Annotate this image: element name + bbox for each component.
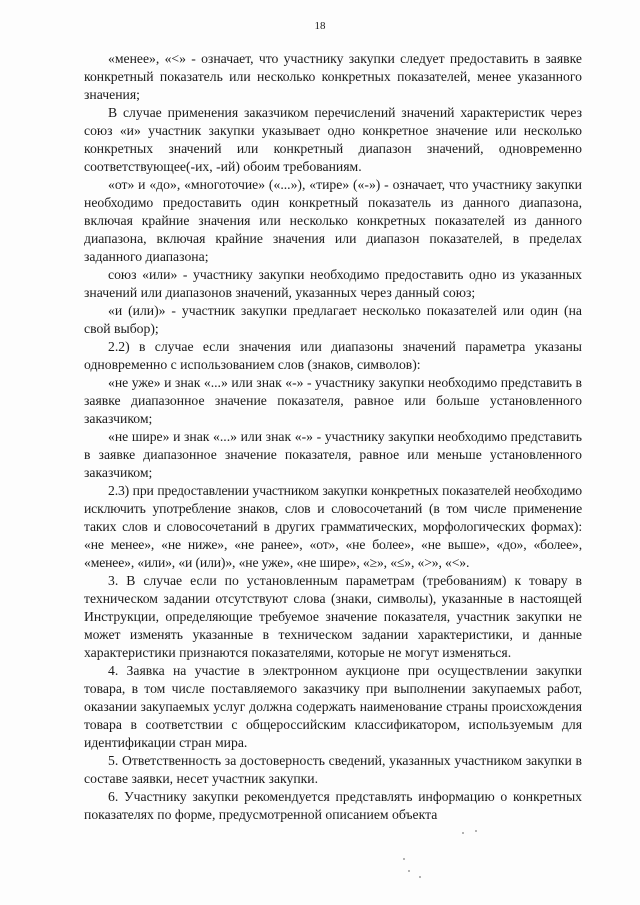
paragraph-section-4: 4. Заявка на участие в электронном аукционе при осуществлении закупки товара, в том числе поставляемого заказчику при выполнении закупаемых работ, оказании закупаемых услуг должна содержать наименование страны происхождения товара в соответствии с общероссийским классификатором, используемым для идентификации стран мира. [84,663,582,750]
scan-speck [403,858,405,860]
paragraph-and-or: «и (или)» - участник закупки предлагает несколько показателей или один (на свой выбор); [84,303,582,336]
page-number: 18 [314,20,326,32]
paragraph-section-2-3: 2.3) при предоставлении участником закупки конкретных показателей необходимо исключить употребление знаков, слов и словосочетаний (в том числе применение таких слов и словосочетаний в других грамматических, морфологических формах): «не менее», «не ниже», «не ранее», «от», «не более», «не выше», «до», «более», «менее», «или», «и (или)», «не уже», «не шире», «≥», «≤», «>», «<». [84,483,582,570]
scan-speck [419,876,421,878]
paragraph-from-to-range: «от» и «до», «многоточие» («...»), «тире» («-») - означает, что участнику закупки необходимо предоставить один конкретный показатель из данного диапазона, включая крайние значения или несколько конкретных показателей из данного диапазона, включая крайние значения или диапазон показателей, в пределах заданного диапазона; [84,177,582,264]
paragraph-less-sign: «менее», «<» - означает, что участнику закупки следует предоставить в заявке конкретный показатель или несколько конкретных показателей, менее указанного значения; [84,51,582,102]
paragraph-section-2-2: 2.2) в случае если значения или диапазоны значений параметра указаны одновременно с использованием слов (знаков, символов): [84,339,582,372]
paragraph-section-5: 5. Ответственность за достоверность сведений, указанных участником закупки в составе заявки, несет участник закупки. [84,753,582,786]
scan-speck [475,830,477,832]
paragraph-section-6: 6. Участнику закупки рекомендуется представлять информацию о конкретных показателях по форме, предусмотренной описанием объекта [84,789,582,822]
paragraph-union-and: В случае применения заказчиком перечислений значений характеристик через союз «и» участник закупки указывает одно конкретное значение или несколько конкретных значений или конкретный диапазон значений, одновременно соответствующее(-их, -ий) обоим требованиям. [84,105,582,174]
scan-speck [408,870,410,872]
paragraph-section-3: 3. В случае если по установленным параметрам (требованиям) к товару в техническом задании отсутствуют слова (знаки, символы), указанные в настоящей Инструкции, определяющие требуемое значение показателя, участник закупки не может изменять указанные в техническом задании характеристики, и данные характеристики признаются показателями, которые не могут изменяться. [84,573,582,660]
paragraph-union-or: союз «или» - участнику закупки необходимо предоставить одно из указанных значений или диапазонов значений, указанных через данный союз; [84,267,582,300]
scan-speck [462,832,464,834]
paragraph-not-narrower: «не уже» и знак «...» или знак «-» - участнику закупки необходимо представить в заявке диапазонное значение показателя, равное или больше установленного заказчиком; [84,375,582,426]
paragraph-not-wider: «не шире» и знак «...» или знак «-» - участнику закупки необходимо представить в заявке диапазонное значение показателя, равное или меньше установленного заказчиком; [84,429,582,480]
document-body [84,50,582,824]
